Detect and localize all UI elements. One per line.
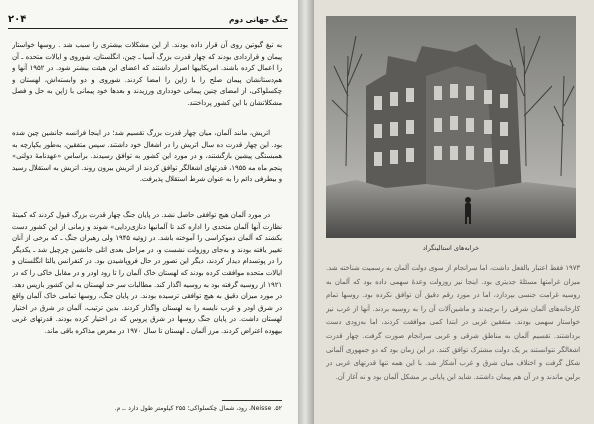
running-title: جنگ جهانی دوم: [229, 15, 288, 24]
body-paragraph: اتریش، مانند آلمان، میان چهار قدرت بزرگ تقسیم شد؛ در اینجا فرانسه جانشین چین شده بود. این چهار قدرت ده سال اتریش را در اشغال خود داشتند. سپس متفقین، به‌طور یکپارچه به همبستگی پیشین بازگشتند، و در مورد این کشور به توافق رسیدند. براساس «عهدنامهٔ دولتی» پنجم ماه مه ۱۹۵۵، قدرتهای اشغالگر توافق کردند از اتریش بیرون روند. اتریش به استقلال رسید و بیطرفی دائم را به عنوان شرط استقلال پذیرفت.: [12, 129, 282, 184]
footnote-divider: [222, 400, 282, 401]
ruined-building-photo: [326, 16, 576, 238]
body-paragraph: به تیغ گیوتین روی آن قرار داده بودند. از این مشکلات بیشتری را سبب شد . روسها خواستار پیمان و قراردادی بودند که چهار قدرت بزرگ آسیا ـ چین، انگلستان، شوروی و ایالات متحده ـ آن را اعمال کرده باشند. امریکاییها اصرار داشتند که اعضای این هیئت بیشتر شود. در ۱۹۵۲ آنها و هم‌دستانشان پیمان صلح را با ژاپن را امضا کردند. شوروی و دو وابسته‌اش، لهستان و چکسلواکی، از امضای چنین پیمانی خودداری ورزیدند و بعدها خود پیمانی با ژاپن به حل و فصل مشکلاتشان با این کشور پرداختند.: [12, 41, 282, 107]
photo-caption: خرابه‌های استالینگراد: [422, 244, 480, 252]
right-page: [314, 0, 594, 424]
body-paragraph: ۱۹۷۳ فقط اعتبار بالفعل داشت، اما سرانجام از سوی دولت آلمان به رسمیت شناخته شد. میزان غرامتها مسئلهٔ جدیتری بود. اینجا نیز روزولت وعدهٔ سهمی داده بود که آلمان به روسیه غرامت جنسی بپردازد، اما در مورد رقم دقیق آن توافق نکرده بود. روسها تمام کارخانه‌های آلمان شرقی را برچیدند و ماشین‌آلات آن را به روسیه بردند. آنها از غرب نیز خواستار سهمی بودند. متفقین غربی در ابتدا کمی موافقت کردند، اما به‌زودی دست برداشتند. تقسیم آلمان به مناطق شرقی و غربی سرانجام صورت گرفت. چهار قدرت اشغالگر نتوانستند بر یک دولت مشترک توافق کنند. در این زمان بود که دو جمهوری آلمانی شکل گرفت و اختلاف میان شرق و غرب آشکار شد. با این همه تنها قدرتهای غربی در برلین ماندند و در آن هم پیمان داشتند. شاید این پایانی بر مشکل آلمان بود و نه آغاز آن.: [326, 264, 580, 381]
page-number: ۲۰۴: [8, 14, 27, 25]
book-spine: [298, 0, 314, 424]
body-paragraph: در مورد آلمان هیچ توافقی حاصل نشد. در پایان جنگ چهار قدرت بزرگ قبول کردند که کمیتهٔ نظارت آنها آلمان متحدی را اداره کند تا آلمانیها دنازی‌زدایی» شوند و زمانی از این کشور دست بکشند که آلمان دموکراسی را آموخته باشد. در ژوئیه ۱۹۴۵ ولی رهبران جنگ ـ که برخی از آنان تغییر یافته بودند و به‌جای روزولت نشست و، در مراحل بعدی اتلی جانشین چرچیل شد ـ یکدیگر را در پوتسدام دیدار کردند، دیگر این تصور در حال فروپاشیدن بود. در کنفرانس یالتا انگلستان و ایالات متحده موافقت کرده بودند که لهستان خاک آلمان را تا رود اودر و در مقابل خاکی را که در ۱۹۲۱ از روسیه گرفته بود به روسیه اگذار کند. مطالبات سر حد لهستان به این کشور بازپس دهد. در مورد میزان دقیق به هیچ توافقی ترسیده بودند. در پایان جنگ، روسها تمامی خاک آلمان واقع در شرق اودر و غرب نایسه را به لهستان واگذار کردند. بدین ترتیب، آلمان در شرق در اختیار لهستان داشت. در پایان جنگ روسها در شرق پروس که در اختیار کرده بودند. قدرتهای غربی بیهوده اعتراض کردند. مرز آلمان ـ لهستان تا سال ۱۹۷۰ در معرض مذاکره باقی ماند.: [12, 211, 282, 335]
page-header: [8, 14, 288, 29]
footnote: ۵۲. Neisse، رود، شمال چکسلواکی؛ ۲۵۵ کیلومتر طول دارد .ـ م.: [114, 405, 282, 412]
